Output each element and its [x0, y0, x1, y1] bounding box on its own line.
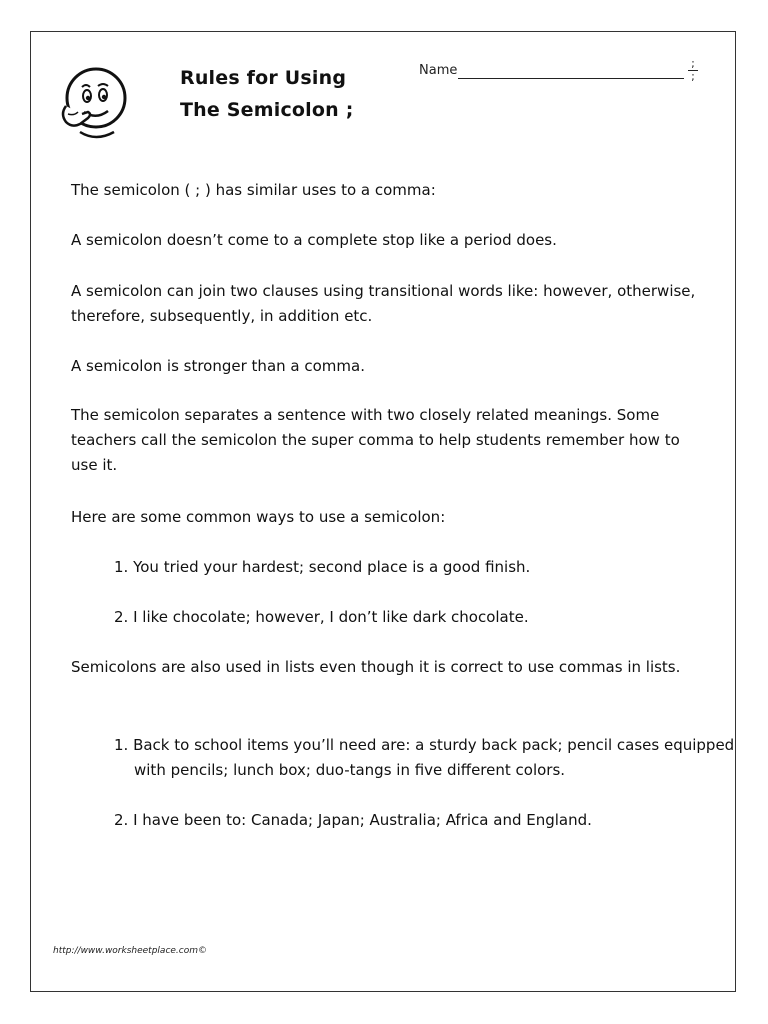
paragraph-1: The semicolon ( ; ) has similar uses to a comma:	[71, 181, 436, 199]
corner-semicolons: ; ;	[688, 58, 698, 82]
name-field-line[interactable]	[458, 78, 684, 79]
paragraph-3: A semicolon can join two clauses using transitional words like: however, otherwise, therefore, subsequently, in addition etc.	[71, 282, 696, 325]
name-label: Name	[419, 63, 458, 78]
list-item: 2. I have been to: Canada; Japan; Australia; Africa and England.	[114, 811, 592, 829]
paragraph-5: The semicolon separates a sentence with two closely related meanings. Some teachers call the semicolon the super comma to help students remember how to use it.	[71, 406, 680, 474]
list-item: 1. Back to school items you’ll need are: a sturdy back pack; pencil cases equipped with pencils; lunch box; duo-tangs in five different colors.	[114, 736, 735, 779]
paragraph-4: A semicolon is stronger than a comma.	[71, 357, 365, 375]
title-line-1: Rules for Using	[180, 67, 347, 89]
footer-url: http://www.worksheetplace.com©	[53, 946, 208, 956]
paragraph-7: Semicolons are also used in lists even though it is correct to use commas in lists.	[71, 658, 681, 676]
worksheet-title	[180, 62, 354, 126]
title-line-2: The Semicolon ;	[180, 99, 354, 121]
paragraph-2: A semicolon doesn’t come to a complete stop like a period does.	[71, 231, 557, 249]
paragraph-6: Here are some common ways to use a semicolon:	[71, 508, 446, 526]
list-item: 2. I like chocolate; however, I don’t like dark chocolate.	[114, 608, 529, 626]
list-item: 1. You tried your hardest; second place is a good finish.	[114, 558, 531, 576]
thinking-smiley-face-icon	[58, 62, 130, 142]
